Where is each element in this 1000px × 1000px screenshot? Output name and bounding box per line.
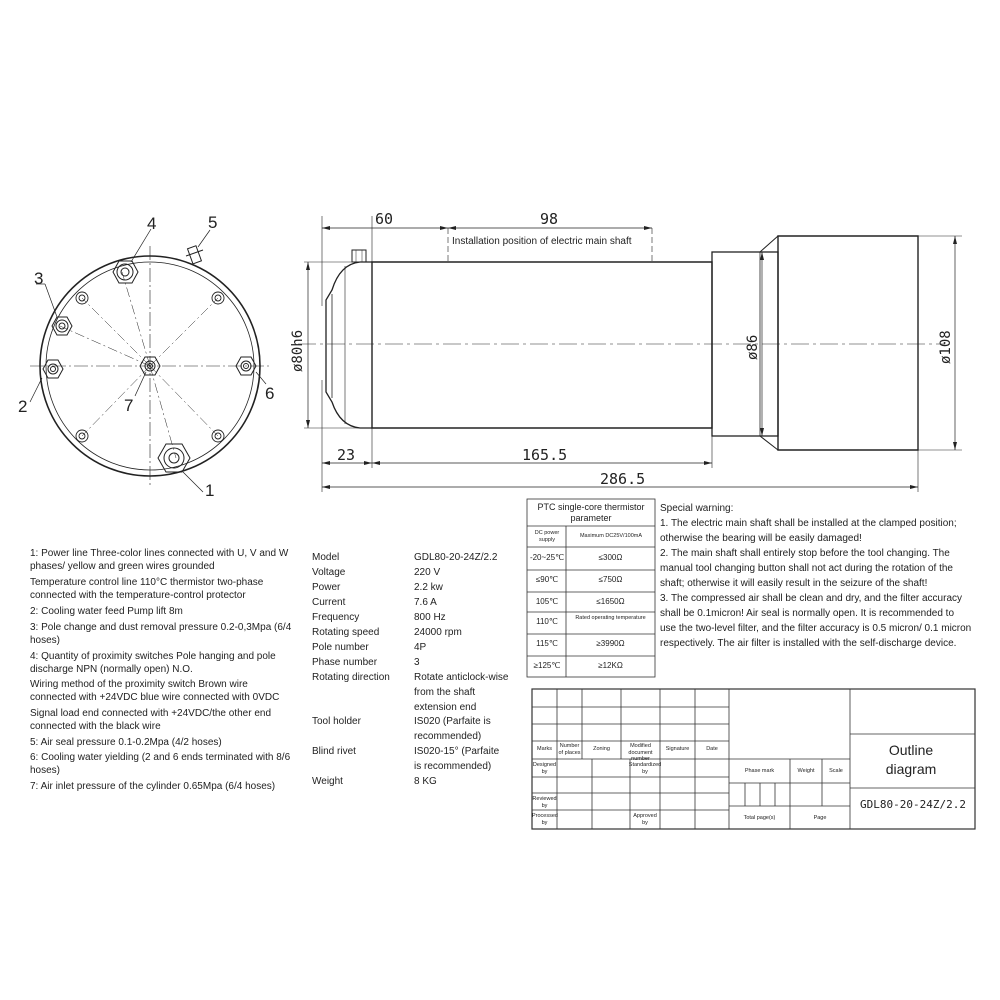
tb-processed-by: Processed by: [532, 813, 558, 826]
spec-value: 7.6 A: [414, 597, 437, 608]
callout-4: 4: [147, 214, 157, 233]
spec-value: Rotate anticlock-wise from the shaft extension end: [414, 672, 509, 713]
tb-total-pages: Total page(s): [743, 815, 776, 821]
spindle-body: [372, 262, 712, 428]
dim-d80h6: ø80h6: [290, 329, 306, 372]
ptc-value: ≥12KΩ: [598, 661, 623, 670]
ptc-value: ≤1650Ω: [596, 597, 625, 606]
spec-value: 2.2 kw: [414, 582, 443, 593]
ptc-value: Rated operating temperature: [575, 615, 646, 621]
spec-value: 24000 rpm: [414, 627, 462, 638]
ptc-table-grid: [527, 499, 655, 677]
tb-designed-by: Designed by: [532, 762, 557, 775]
ptc-value: ≤300Ω: [598, 553, 623, 562]
tb-phase-mark: Phase mark: [744, 768, 775, 774]
legend-item: 3: Pole change and dust removal pressure 0.2-0,3Mpa (6/4 hoses): [30, 622, 292, 646]
dim-98: 98: [540, 210, 559, 228]
warning-title: Special warning:: [660, 503, 734, 514]
ptc-temp: -20~25℃: [529, 553, 565, 562]
ptc-title: PTC single-core thermistor parameter: [537, 502, 645, 523]
ptc-value: ≤750Ω: [598, 575, 623, 584]
legend-item: 6: Cooling water yielding (2 and 6 ends terminated with 8/6 hoses): [30, 752, 291, 776]
tb-reviewed-by: Reviewed by: [532, 796, 557, 809]
spec-label: Power: [312, 582, 341, 593]
spec-value: 4P: [414, 642, 427, 653]
spec-value: 220 V: [414, 567, 441, 578]
spec-value: GDL80-20-24Z/2.2: [414, 552, 498, 563]
dim-286-5: 286.5: [600, 470, 646, 488]
callout-7: 7: [124, 396, 134, 415]
install-note: Installation position of electric main shaft: [452, 236, 632, 247]
spec-label: Weight: [312, 776, 343, 787]
special-warning: [660, 501, 972, 651]
dim-23: 23: [337, 446, 356, 464]
spec-label: Pole number: [312, 642, 369, 653]
drawing-number: GDL80-20-24Z/2.2: [860, 798, 966, 811]
tb-modified-doc: Modified document number: [628, 743, 653, 762]
legend-item: Temperature control line 110°C thermistor two-phase connected with the temperature-control protector: [30, 577, 264, 601]
end-view: [30, 229, 275, 492]
legend-item: Signal load end connected with +24VDC/the other end connected with the black wire: [30, 708, 272, 732]
spec-label: Voltage: [312, 567, 346, 578]
spec-value: 3: [414, 657, 420, 668]
legend-item: 4: Quantity of proximity switches Pole hanging and pole discharge NPN (normally open) N.O.: [30, 651, 276, 675]
dim-165-5: 165.5: [522, 446, 568, 464]
spec-value: IS020 (Parfaite is recommended): [414, 716, 491, 742]
spec-label: Phase number: [312, 657, 378, 668]
ptc-temp: 105℃: [535, 597, 559, 606]
ptc-temp: 110℃: [536, 617, 558, 626]
tb-signature: Signature: [665, 746, 690, 752]
warning-item: 2. The main shaft shall entirely stop before the tool changing. The manual tool changing button shall not act during the rotation of the shaft; otherwise it will easily result in the seizure of the shaft!: [660, 548, 953, 589]
ptc-temp: ≥125℃: [533, 661, 561, 670]
callout-3: 3: [34, 269, 44, 288]
spec-label: Current: [312, 597, 346, 608]
legend-item: 1: Power line Three-color lines connected with U, V and W phases/ yellow and green wires grounded: [30, 548, 289, 572]
legend-item: 7: Air inlet pressure of the cylinder 0.65Mpa (6/4 hoses): [30, 781, 276, 792]
spec-label: Model: [312, 552, 340, 563]
ptc-temp: ≤90℃: [535, 575, 559, 584]
tb-standardized-by: Standardized by: [628, 762, 662, 775]
ptc-temp: 115℃: [536, 639, 558, 648]
tb-zoning: Zoning: [593, 746, 610, 752]
ptc-col1: DC power supply: [534, 530, 560, 543]
front-nose: [326, 262, 372, 428]
callout-6: 6: [265, 384, 275, 403]
spec-label: Tool holder: [312, 716, 361, 727]
tb-num-places: Number of places: [558, 743, 581, 756]
side-view: [298, 216, 962, 492]
legend-item: Wiring method of the proximity switch Brown wire connected with +24VDC blue wire connected with 0VDC: [30, 679, 280, 703]
callout-1: 1: [205, 481, 215, 500]
tb-approved-by: Approved by: [633, 813, 657, 826]
dim-d86: ø86: [745, 334, 761, 360]
ptc-col2: Maximum DC25V/100mA: [579, 533, 643, 539]
callout-5: 5: [208, 213, 218, 232]
spec-value: 8 KG: [414, 776, 437, 787]
spec-value: IS020-15° (Parfaite is recommended): [414, 746, 500, 772]
fitting-5: [186, 246, 203, 264]
top-fitting: [352, 250, 366, 262]
tb-weight: Weight: [797, 768, 815, 774]
spec-label: Rotating speed: [312, 627, 380, 638]
legend-item: 5: Air seal pressure 0.1-0.2Mpa (4/2 hoses): [30, 737, 222, 748]
tb-page: Page: [813, 815, 827, 821]
dim-d108: ø108: [938, 330, 954, 364]
dim-60: 60: [375, 210, 394, 228]
callout-2: 2: [18, 397, 28, 416]
spec-label: Frequency: [312, 612, 360, 623]
dimension-labels: [290, 210, 954, 488]
warning-item: 3. The compressed air shall be clean and dry, and the filter accuracy shall be 0.1micron! Air seal is normally open. It is recommended to use the two-level filter, and the filter accuracy is 0.5 micron/ 0.1 micron respectively. The air filter is installed with the self-discharge device.: [660, 593, 972, 649]
spec-label: Blind rivet: [312, 746, 356, 757]
spec-label: Rotating direction: [312, 672, 390, 683]
tb-scale: Scale: [829, 768, 843, 774]
spec-value: 800 Hz: [414, 612, 446, 623]
tb-marks: Marks: [537, 746, 552, 752]
ptc-value: ≥3990Ω: [596, 639, 625, 648]
rear-cap: [778, 236, 918, 450]
tb-date: Date: [706, 746, 718, 752]
warning-item: 1. The electric main shaft shall be installed at the clamped position; otherwise the bearing will be easily damaged!: [660, 518, 957, 544]
legend-item: 2: Cooling water feed Pump lift 8m: [30, 606, 183, 617]
drawing-title: Outline diagram: [885, 742, 937, 777]
